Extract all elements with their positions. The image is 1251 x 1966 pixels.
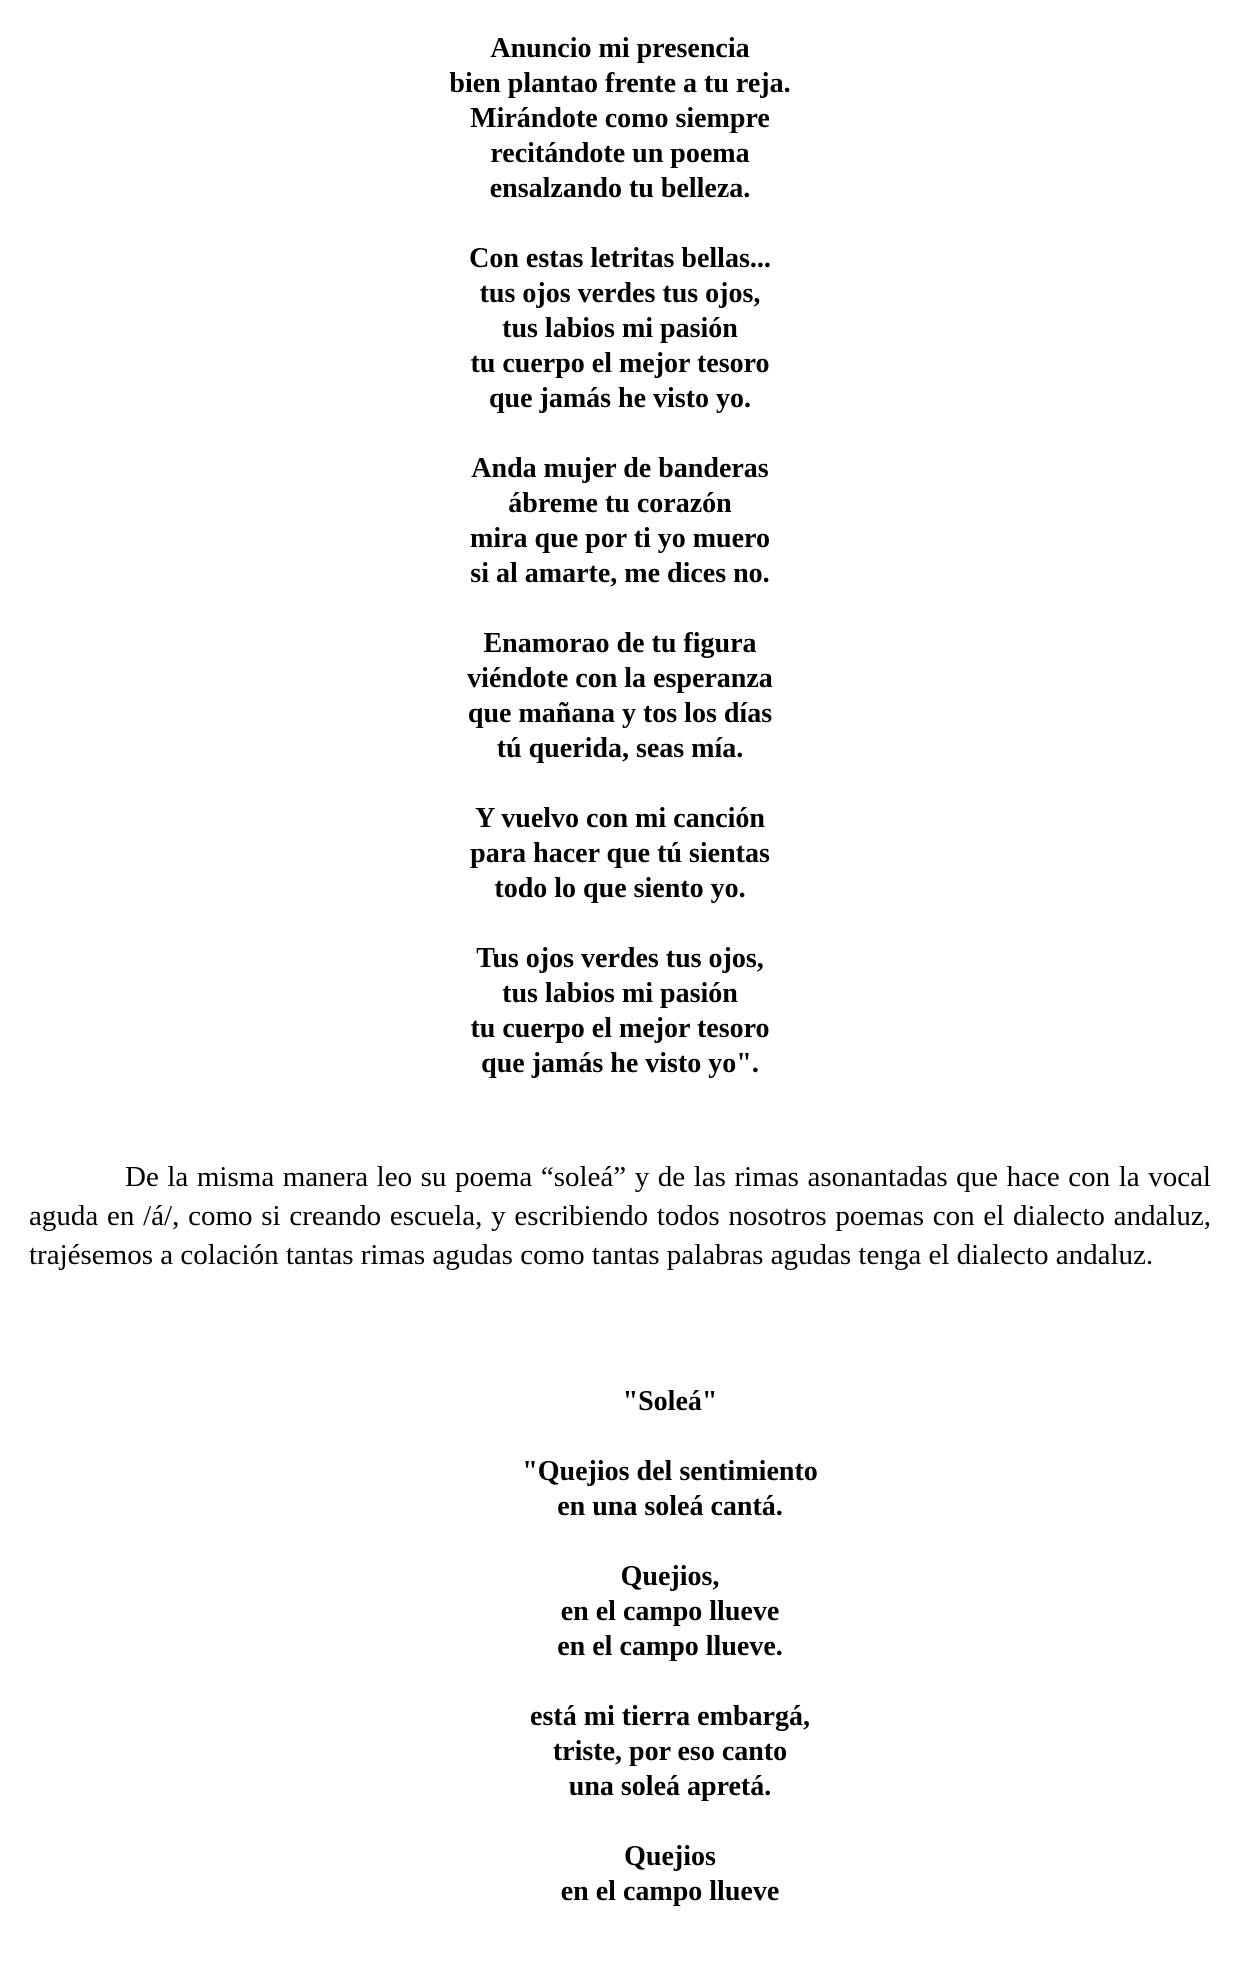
- poem-line: tus ojos verdes tus ojos,: [479, 278, 761, 309]
- poem-line: que jamás he visto yo.: [488, 383, 752, 414]
- poem-line: tus labios mi pasión: [502, 313, 738, 344]
- poem-line: Enamorao de tu figura: [483, 628, 757, 659]
- poem-line: tu cuerpo el mejor tesoro: [470, 348, 770, 379]
- poem-line: para hacer que tú sientas: [470, 838, 770, 869]
- poem-line: Anda mujer de banderas: [471, 453, 769, 484]
- poem-line: Quejios,: [620, 1561, 720, 1592]
- poem-line: tú querida, seas mía.: [496, 733, 744, 764]
- poem-solea-stanza-4: [440, 1839, 900, 1909]
- poem-line: mira que por ti yo muero: [470, 523, 770, 554]
- poem-line: en el campo llueve: [560, 1596, 780, 1627]
- poem-line: una soleá apretá.: [568, 1771, 772, 1802]
- poem-solea-stanza-1: [440, 1454, 900, 1524]
- poem-line: tus labios mi pasión: [502, 978, 738, 1009]
- poem-first: [380, 31, 860, 1081]
- poem-solea: [440, 1454, 900, 1909]
- poem-line: bien plantao frente a tu reja.: [449, 68, 791, 99]
- poem-first-stanza-6: [380, 941, 860, 1081]
- poem-line: que jamás he visto yo".: [481, 1048, 759, 1079]
- poem-line: Quejios: [624, 1841, 716, 1872]
- poem-solea-stanza-2: [440, 1559, 900, 1664]
- poem-line: en el campo llueve.: [557, 1631, 783, 1662]
- poem-first-stanza-4: [380, 626, 860, 766]
- poem-first-stanza-3: [380, 451, 860, 591]
- poem-line: ensalzando tu belleza.: [489, 173, 751, 204]
- poem-line: que mañana y tos los días: [467, 698, 773, 729]
- poem-line: ábreme tu corazón: [508, 488, 732, 519]
- poem-line: si al amarte, me dices no.: [470, 558, 770, 589]
- poem-solea-stanza-3: [440, 1699, 900, 1804]
- poem-line: en el campo llueve: [560, 1876, 780, 1907]
- poem-line: triste, por eso canto: [552, 1736, 788, 1767]
- poem-line: Tus ojos verdes tus ojos,: [476, 943, 764, 974]
- poem-first-stanza-1: [380, 31, 860, 206]
- body-paragraph: De la misma manera leo su poema “soleá” y de las rimas asonantadas que hace con la vocal aguda en /á/, como si creando escuela, y escribiendo todos nosotros poemas con el dialecto andaluz, trajésemos a colación tantas rimas agudas como tantas palabras agudas tenga el dialecto andaluz.: [29, 1161, 1211, 1271]
- poem-line: "Quejios del sentimiento: [522, 1456, 818, 1487]
- poem-line: en una soleá cantá.: [557, 1491, 783, 1522]
- poem-line: tu cuerpo el mejor tesoro: [470, 1013, 770, 1044]
- poem-line: Y vuelvo con mi canción: [475, 803, 765, 834]
- poem-line: todo lo que siento yo.: [494, 873, 746, 904]
- poem-first-stanza-2: [380, 241, 860, 416]
- poem-line: Anuncio mi presencia: [490, 33, 750, 64]
- poem-line: Con estas letritas bellas...: [469, 243, 771, 274]
- poem-line: Mirándote como siempre: [470, 103, 770, 134]
- poem-line: recitándote un poema: [490, 138, 750, 169]
- poem-title: "Soleá": [622, 1386, 718, 1417]
- poem-line: viéndote con la esperanza: [467, 663, 773, 694]
- poem-first-stanza-5: [380, 801, 860, 906]
- poem-line: está mi tierra embargá,: [530, 1701, 810, 1732]
